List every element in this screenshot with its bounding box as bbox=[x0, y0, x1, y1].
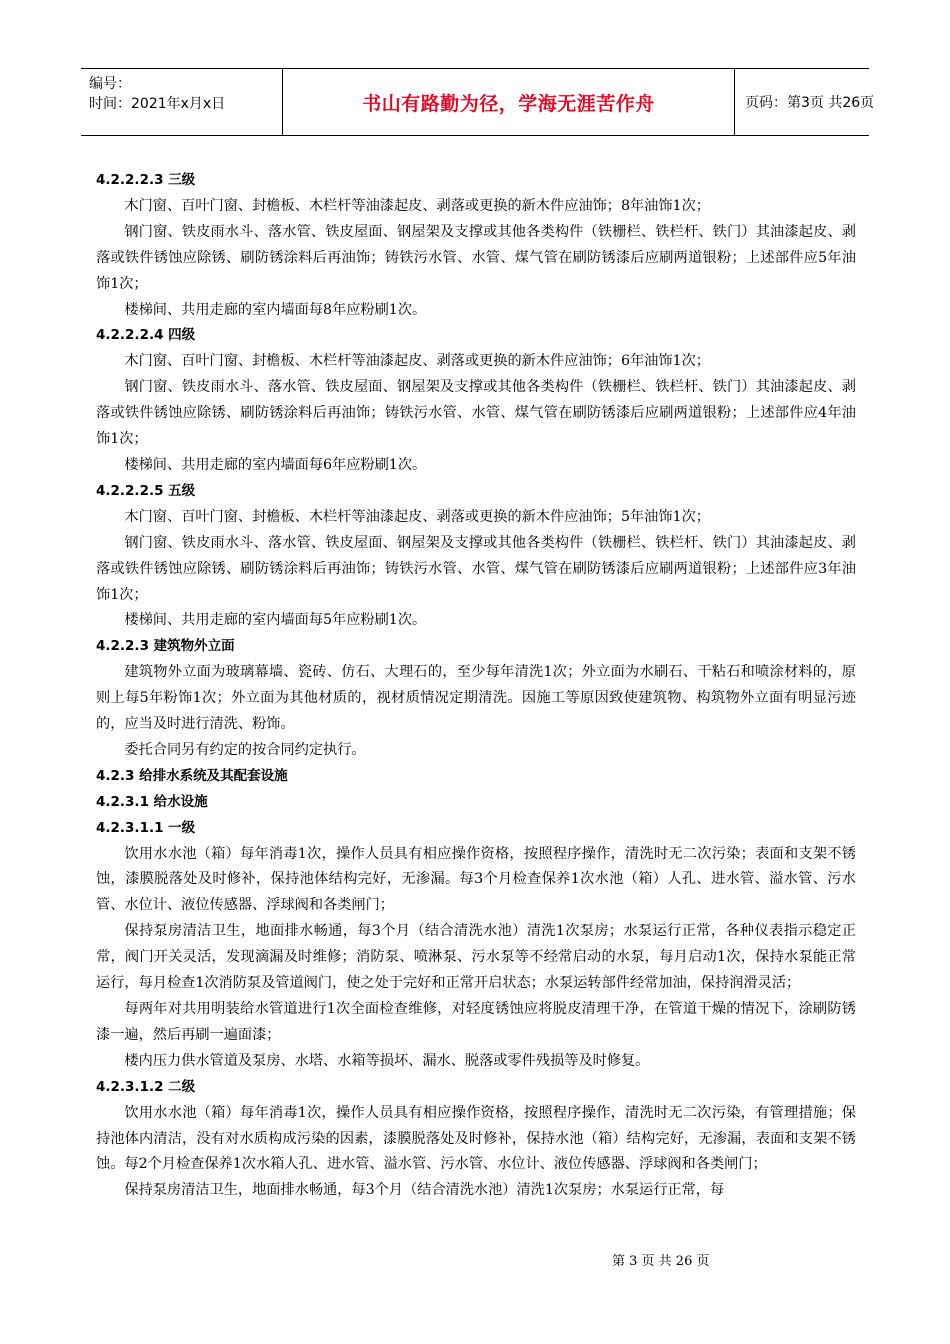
doc-code-label: 编号： bbox=[89, 76, 131, 92]
header-motto-cell bbox=[283, 69, 735, 135]
body-paragraph: 木门窗、百叶门窗、封檐板、木栏杆等油漆起皮、剥落或更换的新木件应油饰；8年油饰1次； bbox=[124, 197, 710, 214]
header-meta bbox=[81, 69, 283, 135]
section-heading: 4.2.3 给排水系统及其配套设施 bbox=[96, 767, 288, 784]
header-motto: 书山有路勤为径，学海无涯苦作舟 bbox=[362, 92, 655, 115]
body-paragraph: 委托合同另有约定的按合同约定执行。 bbox=[124, 741, 366, 758]
body-paragraph: 保持泵房清洁卫生，地面排水畅通，每3个月（结合清洗水池）清洗1次泵房；水泵运行正常，每 bbox=[124, 1182, 725, 1199]
body-paragraph: 建筑物外立面为玻璃幕墙、瓷砖、仿石、大理石的，至少每年清洗1次；外立面为水刷石、干粘石和喷涂材料的，原则上每5年粉饰1次；外立面为其他材质的，视材质情况定期清洗。因施工等原因致使建筑物、构筑物外立面有明显污迹的，应当及时进行清洗、粉饰。 bbox=[96, 664, 856, 733]
body-paragraph: 楼梯间、共用走廊的室内墙面每5年应粉刷1次。 bbox=[124, 612, 427, 629]
body-paragraph: 楼梯间、共用走廊的室内墙面每8年应粉刷1次。 bbox=[124, 301, 427, 318]
body-paragraph: 木门窗、百叶门窗、封檐板、木栏杆等油漆起皮、剥落或更换的新木件应油饰；5年油饰1次； bbox=[124, 508, 710, 525]
body-paragraph: 钢门窗、铁皮雨水斗、落水管、铁皮屋面、钢屋架及支撑或其他各类构件（铁栅栏、铁栏杆、铁门）其油漆起皮、剥落或铁件锈蚀应除锈、刷防锈涂料后再油饰；铸铁污水管、水管、煤气管在刷防锈漆后应刷两道银粉；上述部件应5年油饰1次； bbox=[96, 223, 856, 292]
section-heading: 4.2.2.2.5 五级 bbox=[96, 482, 196, 499]
header-page-cell bbox=[735, 69, 875, 135]
body-paragraph: 木门窗、百叶门窗、封檐板、木栏杆等油漆起皮、剥落或更换的新木件应油饰；6年油饰1次； bbox=[124, 353, 710, 370]
body-paragraph: 保持泵房清洁卫生，地面排水畅通，每3个月（结合清洗水池）清洗1次泵房；水泵运行正常，各种仪表指示稳定正常，阀门开关灵活，发现滴漏及时维修；消防泵、喷淋泵、污水泵等不经常启动的水泵，每月启动1次，保持水泵能正常运行，每月检查1次消防泵及管道阀门，使之处于完好和正常开启状态；水泵运转部件经常加油，保持润滑灵活； bbox=[96, 923, 856, 992]
document-body bbox=[96, 168, 856, 1204]
footer-page-number: 第 3 页 共 26 页 bbox=[612, 1254, 710, 1269]
header-page-label: 页码：第3页 共26页 bbox=[745, 95, 875, 111]
body-paragraph: 每两年对共用明装给水管道进行1次全面检查维修，对轻度锈蚀应将脱皮清理干净，在管道干燥的情况下，涂刷防锈漆一遍，然后再刷一遍面漆； bbox=[96, 1001, 856, 1043]
body-paragraph: 饮用水水池（箱）每年消毒1次，操作人员具有相应操作资格，按照程序操作，清洗时无二次污染，有管理措施；保持池体内清洁，没有对水质构成污染的因素，漆膜脱落处及时修补，保持水池（箱）结构完好，无渗漏，表面和支架不锈蚀。每2个月检查保养1次水箱人孔、进水管、溢水管、污水管、水位计、液位传感器、浮球阀和各类闸门； bbox=[96, 1104, 856, 1173]
section-heading: 4.2.3.1.1 一级 bbox=[96, 819, 196, 836]
section-heading: 4.2.2.3 建筑物外立面 bbox=[96, 638, 235, 655]
section-heading: 4.2.3.1 给水设施 bbox=[96, 793, 208, 810]
body-paragraph: 钢门窗、铁皮雨水斗、落水管、铁皮屋面、钢屋架及支撑或其他各类构件（铁栅栏、铁栏杆、铁门）其油漆起皮、剥落或铁件锈蚀应除锈、刷防锈涂料后再油饰；铸铁污水管、水管、煤气管在刷防锈漆后应刷两道银粉；上述部件应4年油饰1次； bbox=[96, 379, 856, 448]
section-heading: 4.2.2.2.4 四级 bbox=[96, 327, 196, 344]
section-heading: 4.2.2.2.3 三级 bbox=[96, 172, 196, 188]
page-header bbox=[81, 68, 875, 136]
body-paragraph: 楼梯间、共用走廊的室内墙面每6年应粉刷1次。 bbox=[124, 456, 427, 473]
body-paragraph: 饮用水水池（箱）每年消毒1次，操作人员具有相应操作资格，按照程序操作，清洗时无二次污染；表面和支架不锈蚀，漆膜脱落处及时修补，保持池体结构完好，无渗漏。每3个月检查保养1次水池（箱）人孔、进水管、溢水管、污水管、水位计、液位传感器、浮球阀和各类闸门； bbox=[96, 845, 856, 914]
body-paragraph: 楼内压力供水管道及泵房、水塔、水箱等损坏、漏水、脱落或零件残损等及时修复。 bbox=[124, 1052, 650, 1069]
doc-time-label: 时间：2021年x月x日 bbox=[89, 96, 226, 112]
section-heading: 4.2.3.1.2 二级 bbox=[96, 1078, 196, 1095]
body-paragraph: 钢门窗、铁皮雨水斗、落水管、铁皮屋面、钢屋架及支撑或其他各类构件（铁栅栏、铁栏杆、铁门）其油漆起皮、剥落或铁件锈蚀应除锈、刷防锈涂料后再油饰；铸铁污水管、水管、煤气管在刷防锈漆后应刷两道银粉；上述部件应3年油饰1次； bbox=[96, 534, 856, 603]
